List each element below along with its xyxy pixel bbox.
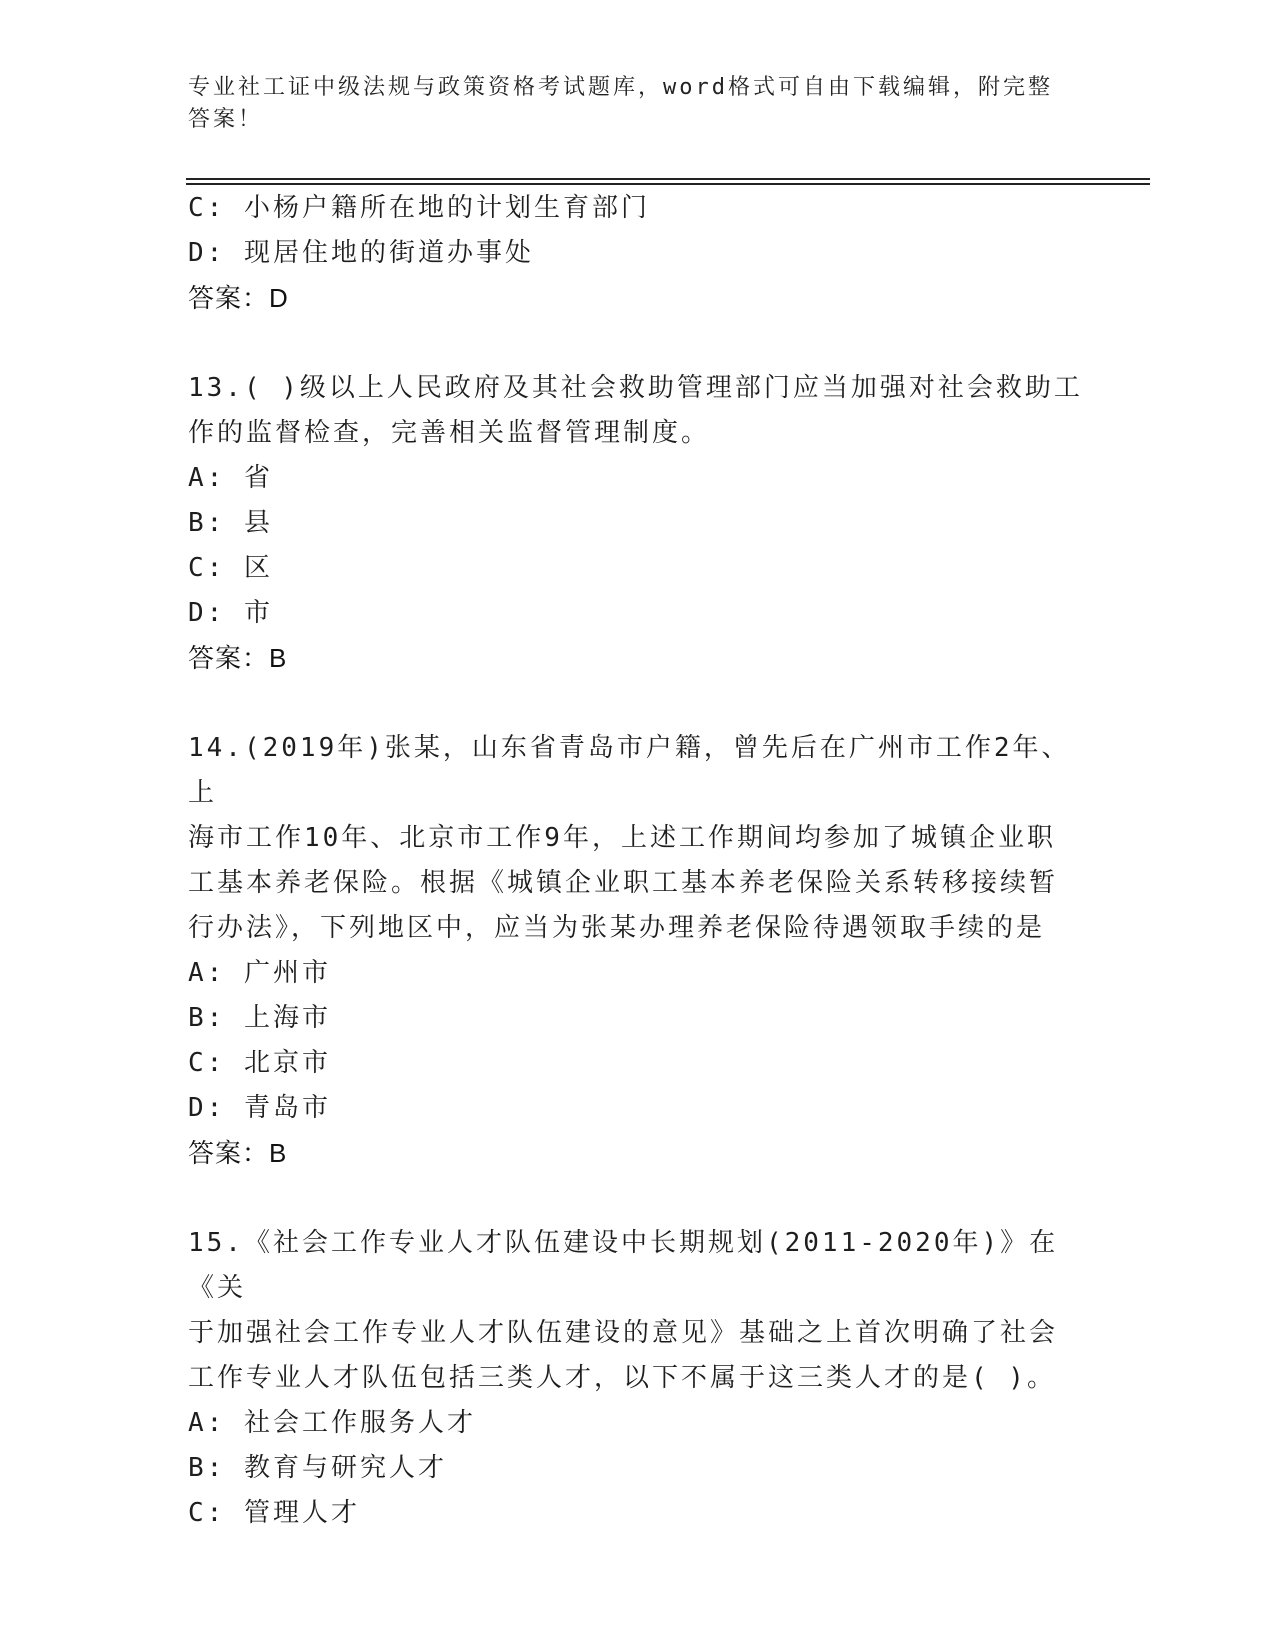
header-divider-top (186, 178, 1150, 180)
option-d: D: 现居住地的街道办事处 (188, 238, 534, 268)
option-c: C: 小杨户籍所在地的计划生育部门 (188, 193, 650, 223)
answer-text: 答案：D (188, 283, 289, 313)
question-14 (188, 726, 1088, 1176)
question-stem: 14.(2019年)张某，山东省青岛市户籍，曾先后在广州市工作2年、上 (188, 733, 1071, 808)
header-divider-bottom (186, 183, 1150, 185)
question-13 (188, 366, 1088, 681)
option-b: B: 教育与研究人才 (188, 1453, 447, 1483)
question-list (188, 186, 1088, 1536)
option-d: D: 市 (188, 598, 273, 628)
question-12-tail (188, 186, 1088, 321)
question-stem: 作的监督检查，完善相关监督管理制度。 (188, 418, 711, 448)
answer-text: 答案：B (188, 643, 288, 673)
option-b: B: 上海市 (188, 1003, 331, 1033)
answer-text: 答案：B (188, 1138, 288, 1168)
document-header: 专业社工证中级法规与政策资格考试题库，word格式可自由下载编辑，附完整答案！ (188, 75, 1053, 132)
option-b: B: 县 (188, 508, 273, 538)
option-c: C: 北京市 (188, 1048, 331, 1078)
spacer (188, 1176, 1088, 1221)
spacer (188, 681, 1088, 726)
option-d: D: 青岛市 (188, 1093, 331, 1123)
spacer (188, 321, 1088, 366)
question-stem: 13.( )级以上人民政府及其社会救助管理部门应当加强对社会救助工 (188, 373, 1083, 403)
option-c: C: 区 (188, 553, 273, 583)
question-15 (188, 1221, 1088, 1536)
question-stem: 行办法》，下列地区中，应当为张某办理养老保险待遇领取手续的是 (188, 913, 1046, 943)
option-a: A: 省 (188, 463, 273, 493)
question-stem: 工基本养老保险。根据《城镇企业职工基本养老保险关系转移接续暂 (188, 868, 1059, 898)
question-stem: 15.《社会工作专业人才队伍建设中长期规划(2011-2020年)》在《关 (188, 1228, 1059, 1303)
option-c: C: 管理人才 (188, 1498, 360, 1528)
option-a: A: 广州市 (188, 958, 331, 988)
option-a: A: 社会工作服务人才 (188, 1408, 476, 1438)
question-stem: 工作专业人才队伍包括三类人才，以下不属于这三类人才的是( )。 (188, 1363, 1056, 1393)
question-stem: 海市工作10年、北京市工作9年，上述工作期间均参加了城镇企业职 (188, 823, 1056, 853)
question-stem: 于加强社会工作专业人才队伍建设的意见》基础之上首次明确了社会 (188, 1318, 1059, 1348)
